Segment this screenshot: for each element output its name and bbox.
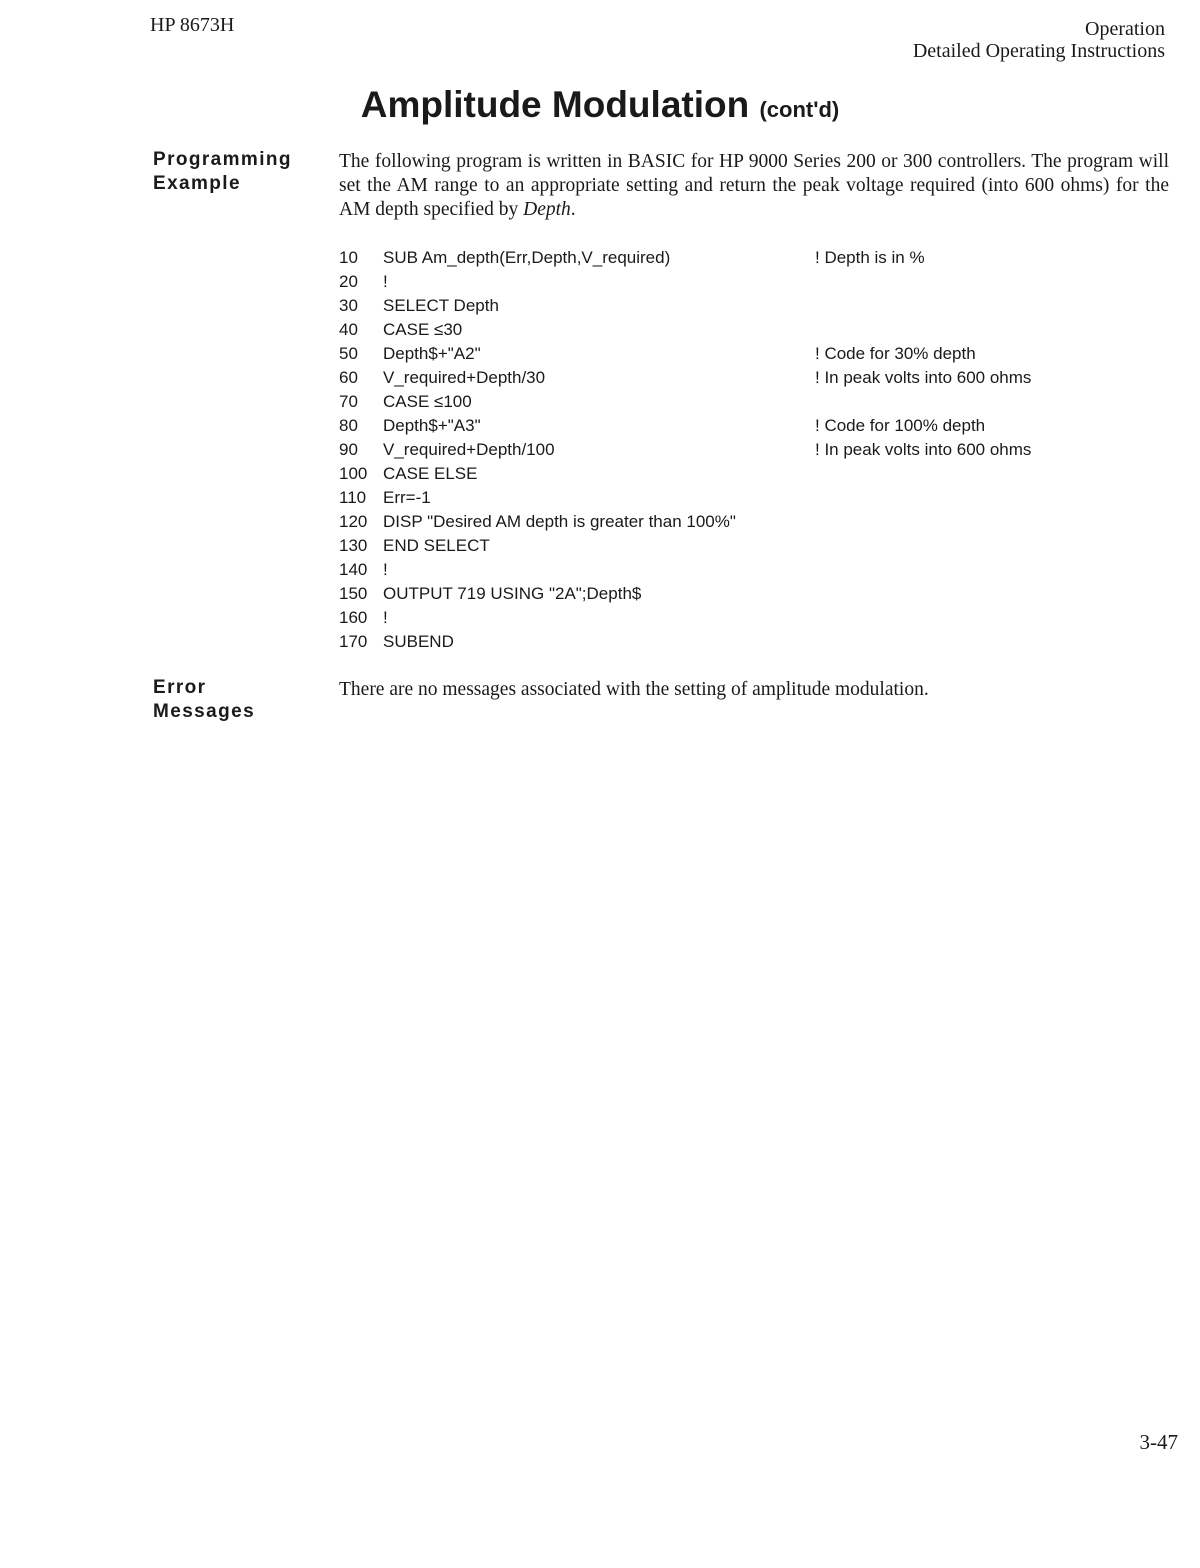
code-line [339, 414, 1179, 438]
code-statement: SUB Am_depth(Err,Depth,V_required) [383, 248, 671, 267]
code-line-number: 140 [339, 560, 368, 579]
code-statement: DISP "Desired AM depth is greater than 100%" [383, 512, 736, 531]
code-line [339, 534, 1179, 558]
programming-example-heading-line1: Programming [153, 149, 292, 170]
code-line-number: 50 [339, 344, 358, 363]
code-statement: ! [383, 272, 388, 291]
code-comment: ! In peak volts into 600 ohms [815, 368, 1032, 387]
code-comment: ! In peak volts into 600 ohms [815, 440, 1032, 459]
page-title [0, 84, 1200, 126]
programming-example-heading [153, 148, 292, 196]
code-listing [339, 246, 1179, 654]
code-statement: OUTPUT 719 USING "2A";Depth$ [383, 584, 642, 603]
code-line-number: 90 [339, 440, 358, 459]
code-statement: V_required+Depth/100 [383, 440, 555, 459]
page-number: 3-47 [1139, 1430, 1178, 1454]
code-line [339, 558, 1179, 582]
code-line-number: 40 [339, 320, 358, 339]
code-line-number: 160 [339, 608, 368, 627]
code-line-number: 100 [339, 464, 368, 483]
page-title-suffix: (cont'd) [759, 97, 840, 122]
code-line [339, 630, 1179, 654]
programming-example-intro [339, 150, 1169, 222]
code-statement: Err=-1 [383, 488, 431, 507]
code-line-number: 10 [339, 248, 358, 267]
intro-italic-depth: Depth [523, 199, 571, 220]
code-line [339, 390, 1179, 414]
code-line [339, 510, 1179, 534]
code-line [339, 606, 1179, 630]
header-model: HP 8673H [150, 14, 235, 36]
code-line-number: 170 [339, 632, 368, 651]
code-line [339, 438, 1179, 462]
code-line-number: 20 [339, 272, 358, 291]
code-statement: Depth$+"A3" [383, 416, 481, 435]
code-line [339, 582, 1179, 606]
code-line [339, 342, 1179, 366]
error-messages-text: There are no messages associated with the setting of amplitude modulation. [339, 679, 929, 700]
code-line [339, 270, 1179, 294]
code-line [339, 462, 1179, 486]
code-comment: ! Code for 30% depth [815, 344, 976, 363]
code-line [339, 486, 1179, 510]
code-line [339, 246, 1179, 270]
intro-end: . [570, 199, 576, 220]
code-line [339, 366, 1179, 390]
code-line-number: 30 [339, 296, 358, 315]
header-section-block [913, 18, 1165, 62]
code-statement: SELECT Depth [383, 296, 499, 315]
error-messages-heading-line2: Messages [153, 701, 256, 722]
code-statement: END SELECT [383, 536, 490, 555]
code-statement: CASE ≤30 [383, 320, 463, 339]
code-comment: ! Code for 100% depth [815, 416, 986, 435]
code-statement: V_required+Depth/30 [383, 368, 546, 387]
code-line-number: 60 [339, 368, 358, 387]
code-line-number: 70 [339, 392, 358, 411]
code-line-number: 120 [339, 512, 368, 531]
code-statement: CASE ELSE [383, 464, 478, 483]
page-title-main: Amplitude Modulation [360, 84, 750, 125]
code-line-number: 80 [339, 416, 358, 435]
code-statement: ! [383, 608, 388, 627]
code-line-number: 130 [339, 536, 368, 555]
intro-text: The following program is written in BASIC for HP 9000 Series 200 or 300 controllers. The program will set the AM range to an appropriate setting and return the peak voltage required (into 600 ohms) for the AM depth specified by [339, 151, 1169, 220]
header-section: Operation [1085, 18, 1165, 40]
code-line-number: 110 [339, 488, 367, 507]
code-statement: Depth$+"A2" [383, 344, 481, 363]
code-line [339, 318, 1179, 342]
error-messages-heading [153, 676, 255, 724]
code-line [339, 294, 1179, 318]
code-line-number: 150 [339, 584, 368, 603]
code-statement: ! [383, 560, 388, 579]
code-comment: ! Depth is in % [815, 248, 925, 267]
code-statement: SUBEND [383, 632, 454, 651]
programming-example-heading-line2: Example [153, 173, 241, 194]
header-subsection: Detailed Operating Instructions [912, 40, 1165, 62]
error-messages-heading-line1: Error [153, 677, 207, 698]
code-statement: CASE ≤100 [383, 392, 472, 411]
